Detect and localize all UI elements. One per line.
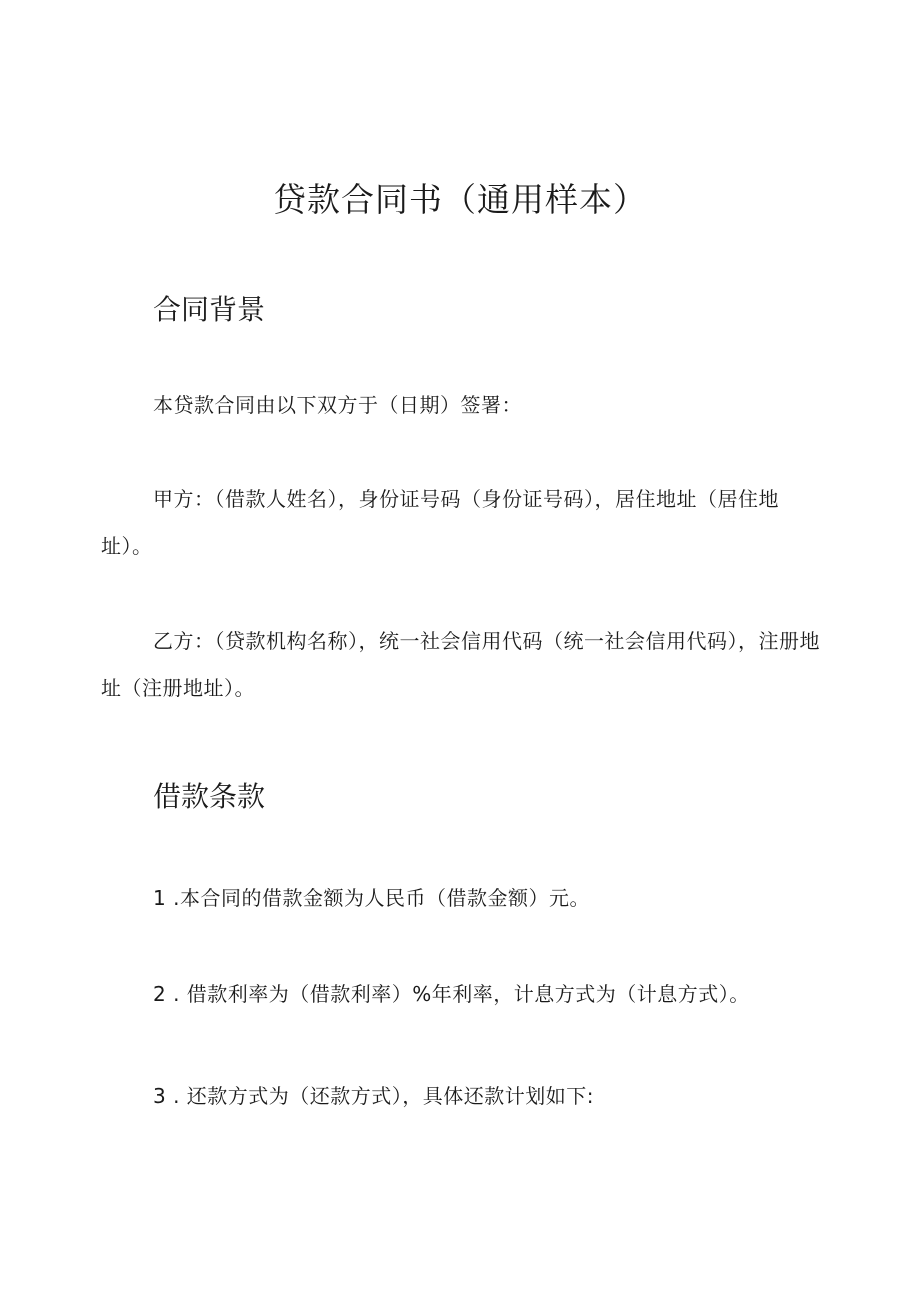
clause-loan-amount: 1 .本合同的借款金额为人民币（借款金额）元。 <box>153 886 590 910</box>
paragraph-party-a: 甲方：（借款人姓名），身份证号码（身份证号码），居住地址（居住地址）。 <box>101 487 779 558</box>
section-heading-loan-terms: 借款条款 <box>153 780 266 813</box>
paragraph-signing-date: 本贷款合同由以下双方于（日期）签署： <box>153 393 522 417</box>
clause-interest-rate: 2 . 借款利率为（借款利率）%年利率，计息方式为（计息方式）。 <box>153 982 750 1006</box>
section-heading-background: 合同背景 <box>153 293 266 326</box>
paragraph-party-b: 乙方：（贷款机构名称），统一社会信用代码（统一社会信用代码），注册地址（注册地址）。 <box>101 629 820 700</box>
clause-repayment-method: 3 . 还款方式为（还款方式），具体还款计划如下: <box>153 1084 595 1108</box>
document-title: 贷款合同书（通用样本） <box>273 180 647 219</box>
